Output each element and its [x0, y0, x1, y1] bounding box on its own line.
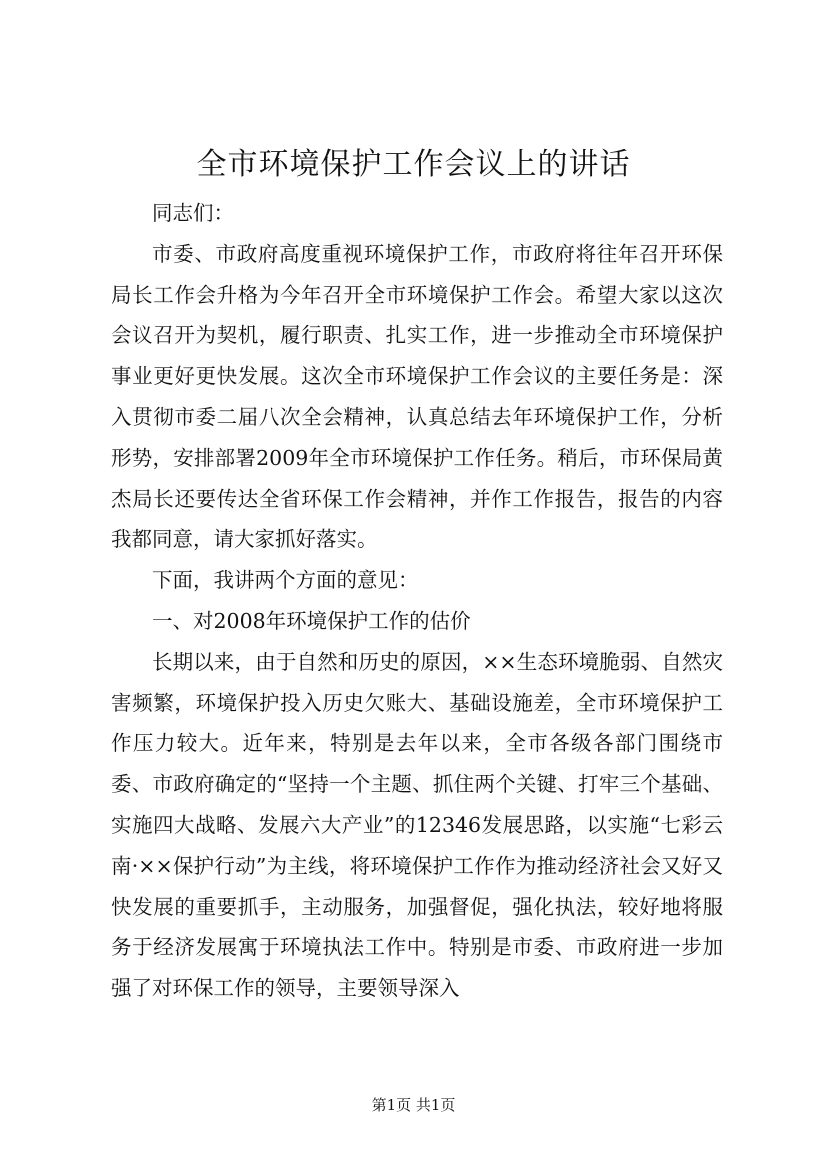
document-body [111, 193, 723, 1009]
salutation-paragraph: 同志们： [152, 201, 234, 225]
page-footer: 第1页 共1页 [371, 1096, 456, 1114]
transition-paragraph: 下面，我讲两个方面的意见： [152, 568, 419, 593]
section-heading: 一、对2008年环境保护工作的估价 [152, 608, 471, 633]
intro-paragraph: 市委、市政府高度重视环境保护工作，市政府将往年召开环保局长工作会升格为今年召开全市环境保护工作会。希望大家以这次会议召开为契机，履行职责、扎实工作，进一步推动全市环境保护事业更好更快发展。这次全市环境保护工作会议的主要任务是：深入贯彻市委二届八次全会精神，认真总结去年环境保护工作，分析形势，安排部署2009年全市环境保护工作任务。稍后，市环保局黄杰局长还要传达全省环保工作会精神，并作工作报告，报告的内容我都同意，请大家抓好落实。 [111, 241, 723, 552]
document-title: 全市环境保护工作会议上的讲话 [196, 147, 631, 182]
section-body-paragraph: 长期以来，由于自然和历史的原因，××生态环境脆弱、自然灾害频繁，环境保护投入历史欠账大、基础设施差，全市环境保护工作压力较大。近年来，特别是去年以来，全市各级各部门围绕市委、市政府确定的“坚持一个主题、抓住两个关键、打牢三个基础、实施四大战略、发展六大产业”的12346发展思路，以实施“七彩云南·××保护行动”为主线，将环境保护工作作为推动经济社会又好又快发展的重要抓手，主动服务，加强督促，强化执法，较好地将服务于经济发展寓于环境执法工作中。特别是市委、市政府进一步加强了对环保工作的领导，主要领导深入 [111, 649, 723, 1001]
